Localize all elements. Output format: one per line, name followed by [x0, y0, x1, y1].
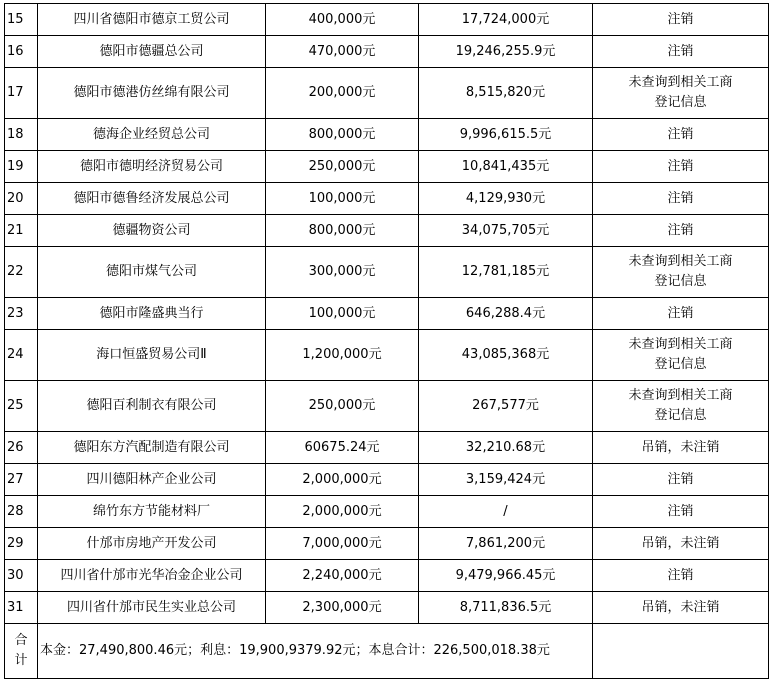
row-number: 24: [5, 330, 38, 381]
registered-capital: 2,240,000元: [266, 560, 419, 592]
amount-value: 34,075,705元: [419, 215, 593, 247]
status-text: 注销: [593, 215, 769, 247]
amount-value: 7,861,200元: [419, 528, 593, 560]
company-name: 德疆物资公司: [38, 215, 266, 247]
amount-value: 8,711,836.5元: [419, 592, 593, 624]
table-row: [5, 464, 769, 496]
table-row: [5, 36, 769, 68]
company-name: 德阳百利制衣有限公司: [38, 381, 266, 432]
status-text: 注销: [593, 36, 769, 68]
table-row: [5, 4, 769, 36]
row-number: 31: [5, 592, 38, 624]
registered-capital: 1,200,000元: [266, 330, 419, 381]
registered-capital: 300,000元: [266, 247, 419, 298]
company-name: 什邡市房地产开发公司: [38, 528, 266, 560]
company-name: 德阳市煤气公司: [38, 247, 266, 298]
table-row: [5, 119, 769, 151]
status-text: 注销: [593, 464, 769, 496]
registered-capital: 2,300,000元: [266, 592, 419, 624]
table-row: [5, 215, 769, 247]
table-body: [5, 4, 769, 679]
row-number: 15: [5, 4, 38, 36]
status-text: 注销: [593, 183, 769, 215]
amount-value: 32,210.68元: [419, 432, 593, 464]
table-row: [5, 432, 769, 464]
company-name: 四川德阳林产企业公司: [38, 464, 266, 496]
row-number: 16: [5, 36, 38, 68]
status-text: 注销: [593, 560, 769, 592]
registered-capital: 100,000元: [266, 298, 419, 330]
registered-capital: 2,000,000元: [266, 464, 419, 496]
table-row: [5, 151, 769, 183]
status-text: 吊销，未注销: [593, 592, 769, 624]
amount-value: 10,841,435元: [419, 151, 593, 183]
total-blank-cell: [593, 624, 769, 679]
total-summary: 本金：27,490,800.46元；利息：19,900,9379.92元；本息合计：226,500,018.38元: [38, 624, 593, 679]
table-row: [5, 247, 769, 298]
table-row: [5, 183, 769, 215]
registered-capital: 2,000,000元: [266, 496, 419, 528]
company-name: 德阳东方汽配制造有限公司: [38, 432, 266, 464]
amount-value: 8,515,820元: [419, 68, 593, 119]
registered-capital: 250,000元: [266, 151, 419, 183]
row-number: 21: [5, 215, 38, 247]
row-number: 30: [5, 560, 38, 592]
status-text: 吊销，未注销: [593, 432, 769, 464]
amount-value: 9,996,615.5元: [419, 119, 593, 151]
table-row: [5, 330, 769, 381]
company-name: 德阳市德疆总公司: [38, 36, 266, 68]
status-text: 未查询到相关工商 登记信息: [593, 330, 769, 381]
company-name: 四川省什邡市光华冶金企业公司: [38, 560, 266, 592]
row-number: 27: [5, 464, 38, 496]
row-number: 19: [5, 151, 38, 183]
row-number: 18: [5, 119, 38, 151]
company-name: 德阳市德港仿丝绵有限公司: [38, 68, 266, 119]
row-number: 23: [5, 298, 38, 330]
amount-value: 43,085,368元: [419, 330, 593, 381]
amount-value: 12,781,185元: [419, 247, 593, 298]
registered-capital: 800,000元: [266, 215, 419, 247]
status-text: 注销: [593, 4, 769, 36]
registered-capital: 800,000元: [266, 119, 419, 151]
table-row: [5, 496, 769, 528]
company-name: 四川省什邡市民生实业总公司: [38, 592, 266, 624]
row-number: 25: [5, 381, 38, 432]
company-name: 德阳市德鲁经济发展总公司: [38, 183, 266, 215]
table-row: [5, 381, 769, 432]
amount-value: 4,129,930元: [419, 183, 593, 215]
registered-capital: 200,000元: [266, 68, 419, 119]
row-number: 20: [5, 183, 38, 215]
registered-capital: 250,000元: [266, 381, 419, 432]
status-text: 未查询到相关工商 登记信息: [593, 68, 769, 119]
row-number: 17: [5, 68, 38, 119]
company-name: 四川省德阳市德京工贸公司: [38, 4, 266, 36]
company-name: 德阳市隆盛典当行: [38, 298, 266, 330]
amount-value: 3,159,424元: [419, 464, 593, 496]
amount-value: 267,577元: [419, 381, 593, 432]
status-text: 未查询到相关工商 登记信息: [593, 247, 769, 298]
company-name: 海口恒盛贸易公司Ⅱ: [38, 330, 266, 381]
company-name: 德阳市德明经济贸易公司: [38, 151, 266, 183]
total-row: [5, 624, 769, 679]
row-number: 26: [5, 432, 38, 464]
registered-capital: 470,000元: [266, 36, 419, 68]
amount-value: 17,724,000元: [419, 4, 593, 36]
company-name: 德海企业经贸总公司: [38, 119, 266, 151]
table-row: [5, 528, 769, 560]
status-text: 注销: [593, 151, 769, 183]
amount-value: /: [419, 496, 593, 528]
row-number: 22: [5, 247, 38, 298]
amount-value: 9,479,966.45元: [419, 560, 593, 592]
amount-value: 646,288.4元: [419, 298, 593, 330]
registered-capital: 7,000,000元: [266, 528, 419, 560]
amount-value: 19,246,255.9元: [419, 36, 593, 68]
row-number: 29: [5, 528, 38, 560]
status-text: 注销: [593, 298, 769, 330]
total-label: 合 计: [5, 624, 38, 679]
status-text: 注销: [593, 496, 769, 528]
registered-capital: 100,000元: [266, 183, 419, 215]
status-text: 注销: [593, 119, 769, 151]
table-row: [5, 560, 769, 592]
registered-capital: 400,000元: [266, 4, 419, 36]
table-row: [5, 68, 769, 119]
table-row: [5, 298, 769, 330]
row-number: 28: [5, 496, 38, 528]
registered-capital: 60675.24元: [266, 432, 419, 464]
company-name: 绵竹东方节能材料厂: [38, 496, 266, 528]
table-row: [5, 592, 769, 624]
status-text: 未查询到相关工商 登记信息: [593, 381, 769, 432]
debt-table: [4, 3, 769, 679]
status-text: 吊销，未注销: [593, 528, 769, 560]
